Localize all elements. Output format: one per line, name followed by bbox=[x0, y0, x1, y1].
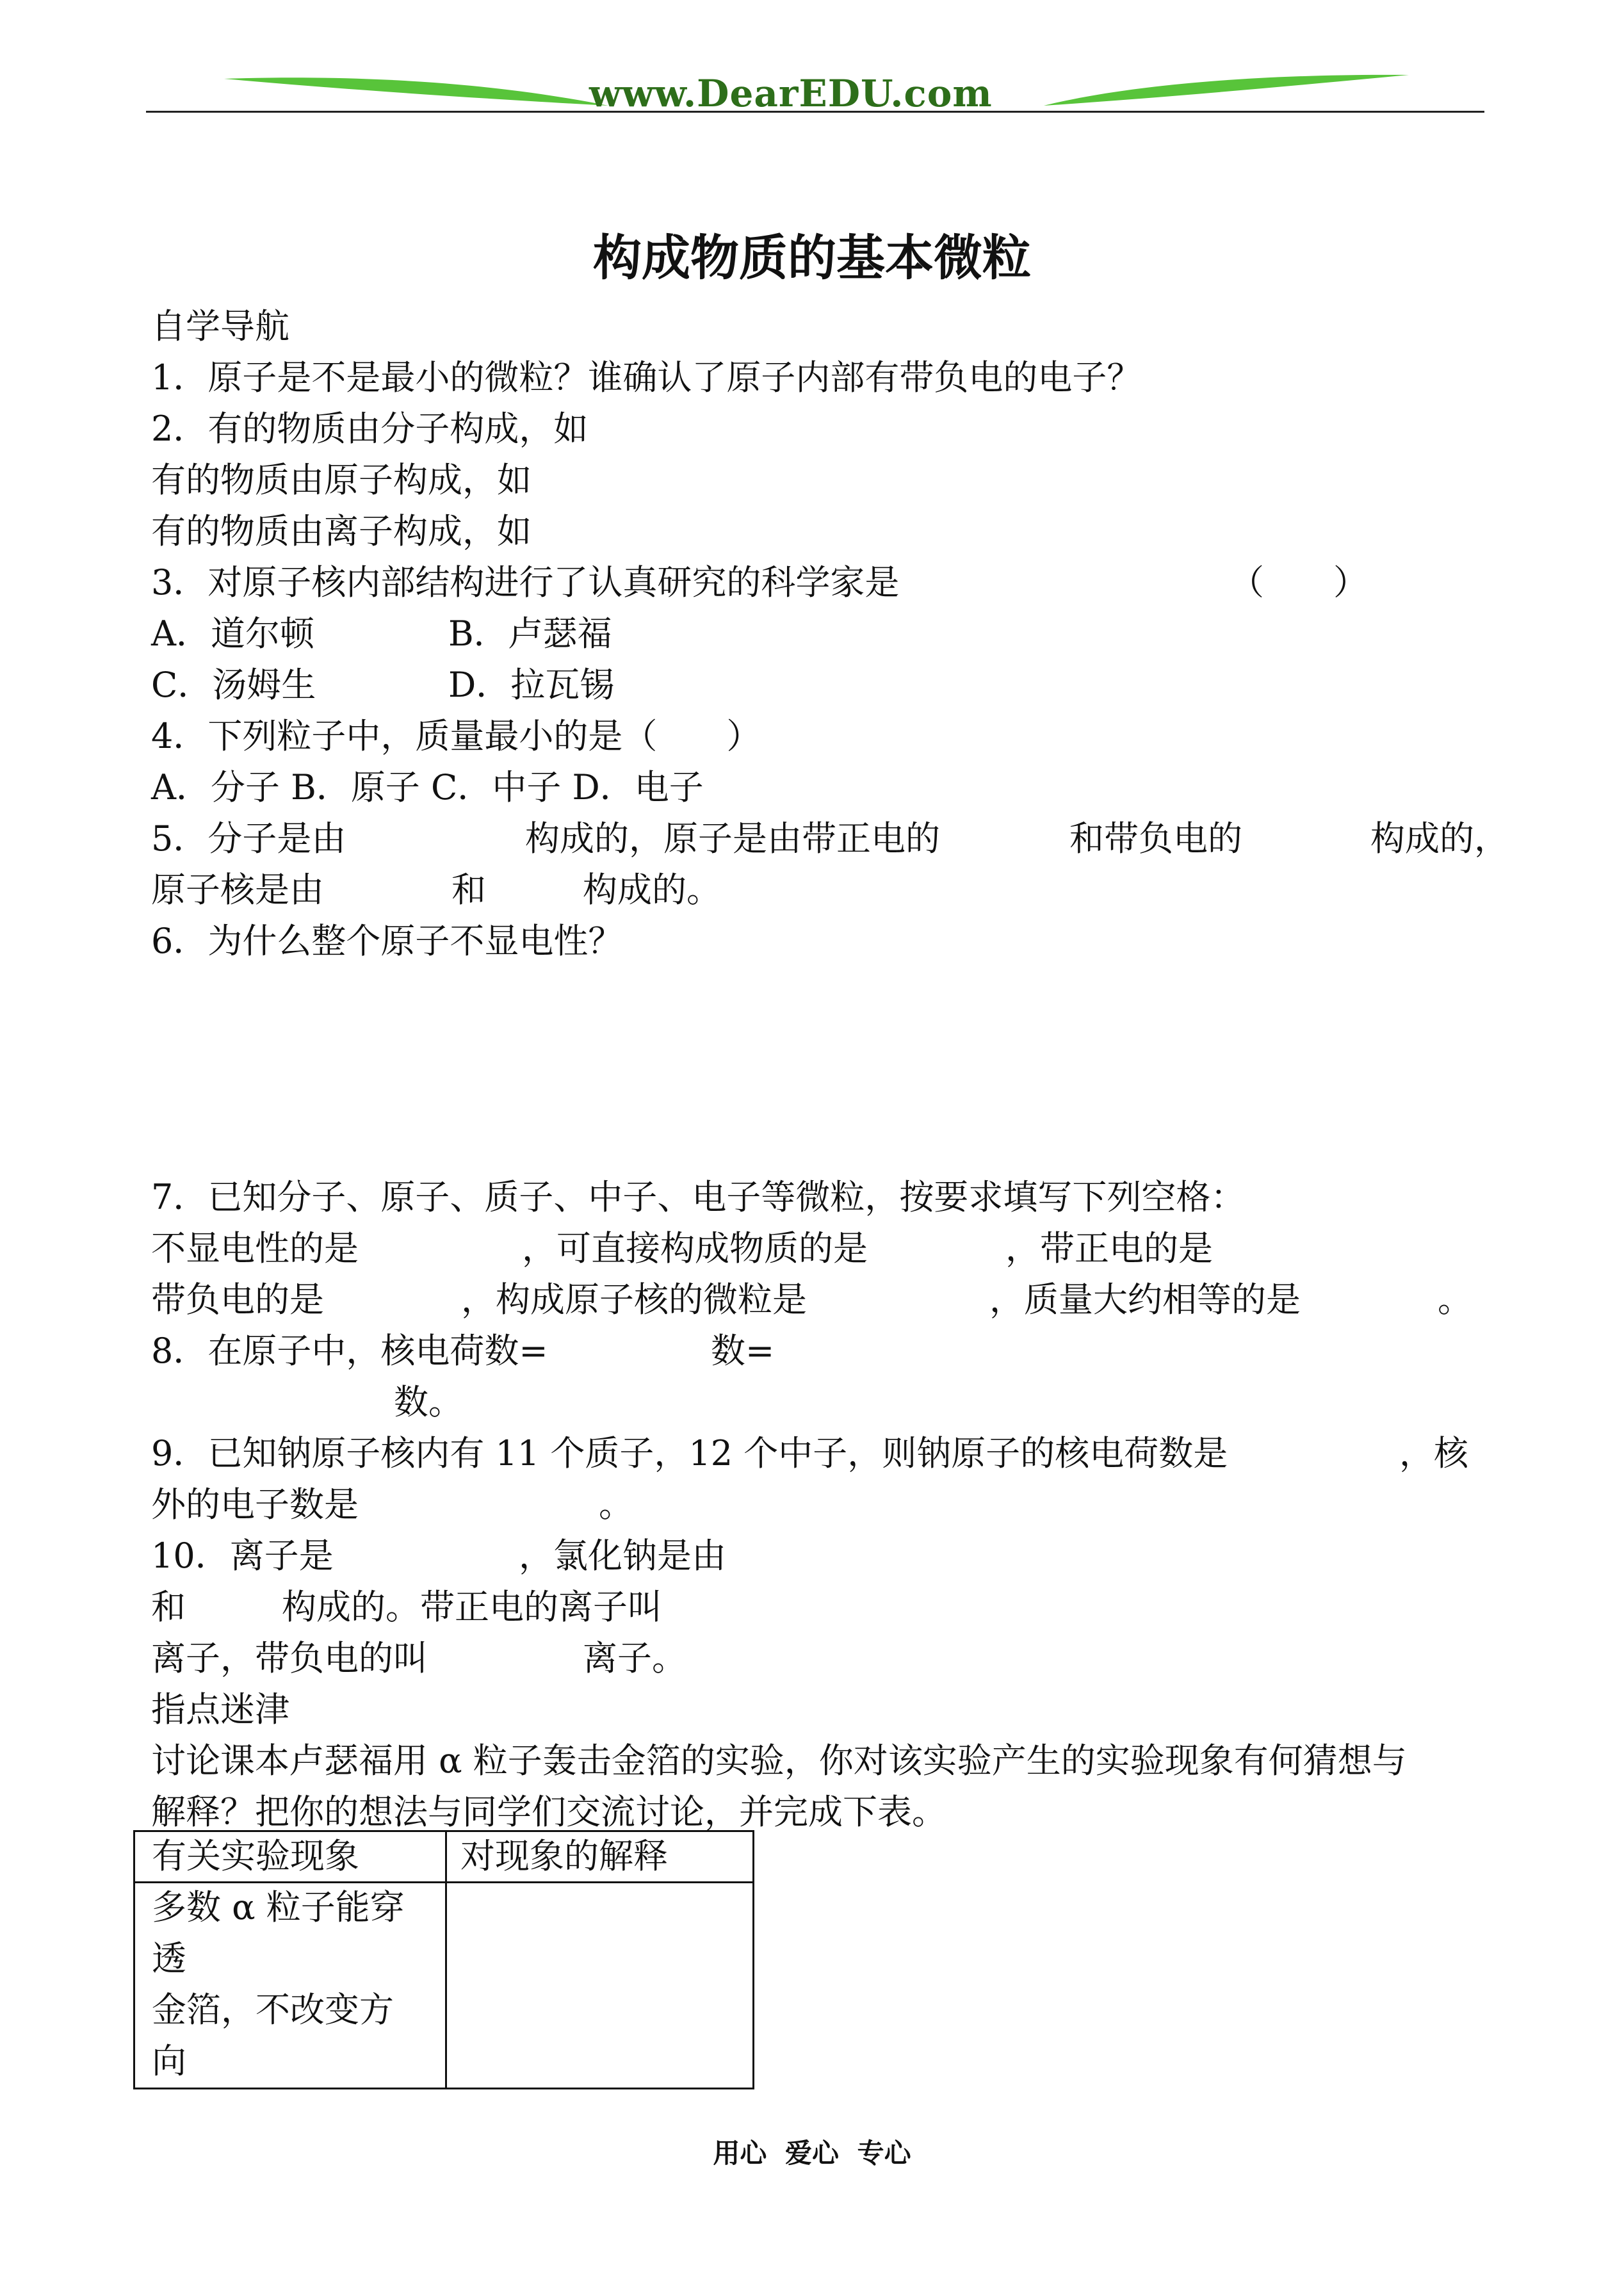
question-9-part-4: 。 bbox=[599, 1484, 633, 1525]
section-heading-self-study: 自学导航 bbox=[151, 306, 289, 346]
question-7-part-3: ，带正电的是 bbox=[1005, 1228, 1213, 1269]
table-header-phenomenon: 有关实验现象 bbox=[152, 1836, 359, 1876]
page-title: 构成物质的基本微粒 bbox=[593, 229, 1031, 286]
question-7-part-7: 。 bbox=[1438, 1279, 1472, 1320]
question-8-part-2: 数= bbox=[711, 1331, 775, 1371]
page-footer: 用心 爱心 专心 bbox=[713, 2137, 911, 2169]
question-8-part-3: 数。 bbox=[394, 1382, 463, 1422]
experiment-table bbox=[133, 1830, 754, 2089]
question-10-part-6: 离子。 bbox=[583, 1638, 686, 1678]
question-10-part-3: 和 bbox=[151, 1587, 186, 1627]
question-3-option-c: C．汤姆生 bbox=[151, 665, 316, 705]
discussion-line-2: 解释？把你的想法与同学们交流讨论，并完成下表。 bbox=[151, 1792, 946, 1832]
question-10-part-2: ，氯化钠是由 bbox=[519, 1536, 726, 1576]
section-heading-guidance: 指点迷津 bbox=[151, 1689, 289, 1730]
question-10-part-4: 构成的。带正电的离子叫 bbox=[282, 1587, 662, 1627]
question-2-line-2: 有的物质由原子构成，如 bbox=[151, 460, 532, 500]
question-3-option-d: D．拉瓦锡 bbox=[448, 665, 615, 705]
question-9-part-3: 外的电子数是 bbox=[151, 1484, 359, 1525]
question-3-stem: 3．对原子核内部结构进行了认真研究的科学家是 bbox=[151, 562, 900, 603]
question-9-part-2: ，核 bbox=[1399, 1433, 1468, 1473]
table-cell-phenomenon-line-2: 透 bbox=[152, 1938, 186, 1979]
table-column-divider bbox=[445, 1832, 447, 2088]
question-3-option-b: B．卢瑟福 bbox=[448, 613, 612, 654]
question-1: 1．原子是不是最小的微粒？谁确认了原子内部有带负电的电子？ bbox=[151, 357, 1142, 398]
question-6: 6．为什么整个原子不显电性？ bbox=[151, 921, 623, 961]
question-3-option-a: A．道尔顿 bbox=[151, 613, 314, 654]
question-2-line-3: 有的物质由离子构成，如 bbox=[151, 511, 532, 551]
question-9-part-1: 9．已知钠原子核内有 11 个质子，12 个中子，则钠原子的核电荷数是 bbox=[151, 1433, 1228, 1473]
question-7-stem: 7．已知分子、原子、质子、中子、电子等微粒，按要求填写下列空格： bbox=[151, 1177, 1246, 1217]
question-5-part-4: 构成的， bbox=[1370, 818, 1509, 859]
question-7-part-2: ，可直接构成物质的是 bbox=[522, 1228, 868, 1269]
question-5-part-3: 和带负电的 bbox=[1069, 818, 1242, 859]
question-2-line-1: 2．有的物质由分子构成，如 bbox=[151, 409, 589, 449]
header-rule bbox=[146, 111, 1484, 113]
site-logo-text: www.DearEDU.com bbox=[589, 72, 993, 115]
table-cell-phenomenon-line-1: 多数 α 粒子能穿 bbox=[152, 1887, 405, 1927]
table-cell-phenomenon-line-4: 向 bbox=[152, 2041, 186, 2081]
question-8-part-1: 8．在原子中，核电荷数= bbox=[151, 1331, 548, 1371]
question-7-part-4: 带负电的是 bbox=[151, 1279, 324, 1320]
table-cell-phenomenon-line-3: 金箔，不改变方 bbox=[152, 1990, 394, 2030]
question-7-part-6: ，质量大约相等的是 bbox=[989, 1279, 1301, 1320]
question-5-part-7: 构成的。 bbox=[583, 870, 721, 910]
question-5-part-1: 5．分子是由 bbox=[151, 818, 346, 859]
question-5-part-6: 和 bbox=[451, 870, 486, 910]
question-3-answer-bracket: （ ） bbox=[1230, 562, 1368, 603]
question-7-part-5: ，构成原子核的微粒是 bbox=[461, 1279, 807, 1320]
question-4-stem: 4．下列粒子中，质量最小的是（ ） bbox=[151, 716, 761, 756]
question-10-part-5: 离子，带负电的叫 bbox=[151, 1638, 428, 1678]
question-4-options: A．分子 B．原子 C．中子 D．电子 bbox=[151, 767, 704, 807]
discussion-line-1: 讨论课本卢瑟福用 α 粒子轰击金箔的实验，你对该实验产生的实验现象有何猜想与 bbox=[151, 1740, 1407, 1781]
question-5-part-5: 原子核是由 bbox=[151, 870, 324, 910]
question-10-part-1: 10．离子是 bbox=[151, 1536, 334, 1576]
table-header-explanation: 对现象的解释 bbox=[460, 1836, 668, 1876]
question-7-part-1: 不显电性的是 bbox=[151, 1228, 359, 1269]
question-5-part-2: 构成的，原子是由带正电的 bbox=[525, 818, 940, 859]
